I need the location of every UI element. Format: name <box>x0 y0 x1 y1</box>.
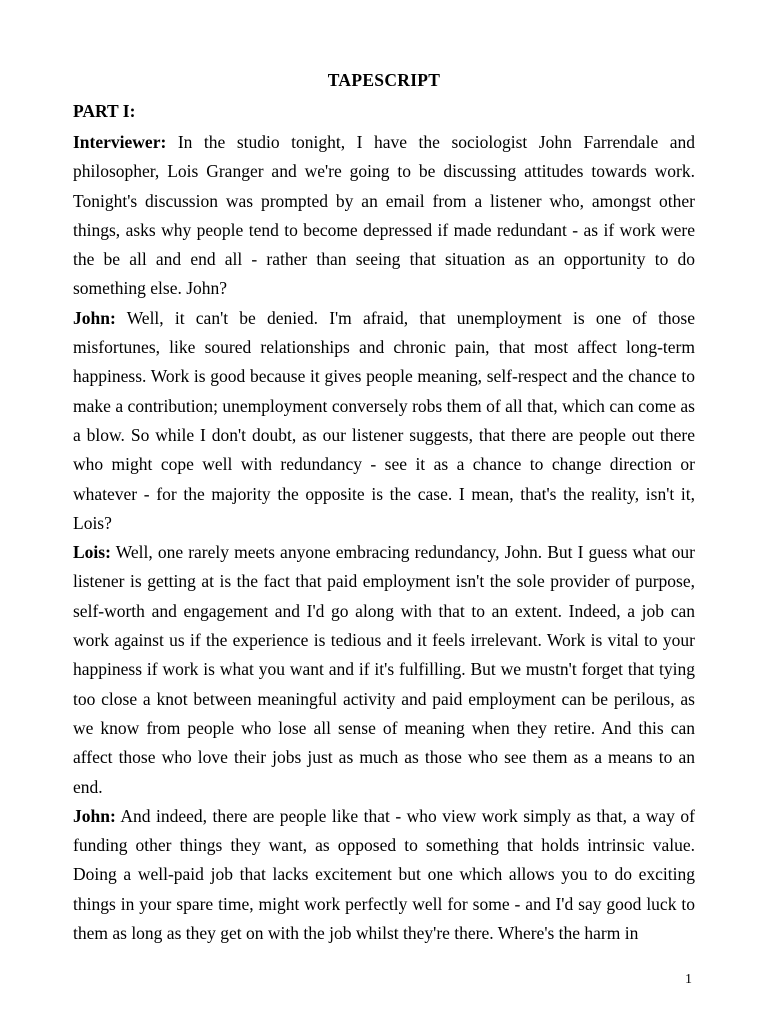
speaker-label: Lois: <box>73 542 111 563</box>
transcript-paragraph-interviewer <box>73 128 695 304</box>
speaker-label: John: <box>73 805 116 826</box>
speaker-label: Interviewer: <box>73 132 167 152</box>
paragraph-text: Well, one rarely meets anyone embracing redundancy, John. But I guess what our listener is getting at is the fact that paid employment isn't the sole provider of purpose, self-worth and engagement and I'd go along with that to an extent. Indeed, a job can work against us if the experience is tedious and it feels irrelevant. Work is vital to your happiness if work is what you want and if it's fulfilling. But we mustn't forget that tying too close a knot between meaningful activity and paid employment can be perilous, as we know from people who lose all sense of meaning when they retire. And this can affect those who love their jobs just as much as those who see them as a means to an end. <box>73 542 695 797</box>
paragraph-text: And indeed, there are people like that - who view work simply as that, a way of funding other things they want, as opposed to something that holds intrinsic value. Doing a well-paid job that lacks excitement but one which allows you to do exciting things in your spare time, might work perfectly well for some - and I'd say good luck to them as long as they get on with the job whilst they're there. Where's the harm in <box>73 805 695 944</box>
transcript-paragraph-lois <box>73 538 695 802</box>
paragraph-text: Well, it can't be denied. I'm afraid, that unemployment is one of those misfortunes, like soured relationships and chronic pain, that most affect long-term happiness. Work is good because it gives people meaning, self-respect and the chance to make a contribution; unemployment conversely robs them of all that, which can come as a blow. So while I don't doubt, as our listener suggests, that there are people out there who might cope well with redundancy - see it as a chance to change direction or whatever - for the majority the opposite is the case. I mean, that's the reality, isn't it, Lois? <box>73 307 696 533</box>
transcript-body <box>73 128 695 948</box>
page-number: 1 <box>685 972 692 987</box>
part-heading: PART I: <box>73 101 136 121</box>
document-title: TAPESCRIPT <box>327 70 441 90</box>
transcript-paragraph-john-2 <box>73 802 695 948</box>
speaker-label: John: <box>73 307 116 328</box>
transcript-paragraph-john <box>73 304 695 538</box>
paragraph-text: In the studio tonight, I have the sociologist John Farrendale and philosopher, Lois Granger and we're going to be discussing attitudes towards work. Tonight's discussion was prompted by an email from a listener who, amongst other things, asks why people tend to become depressed if made redundant - as if work were the be all and end all - rather than seeing that situation as an opportunity to do something else. John? <box>73 132 695 299</box>
